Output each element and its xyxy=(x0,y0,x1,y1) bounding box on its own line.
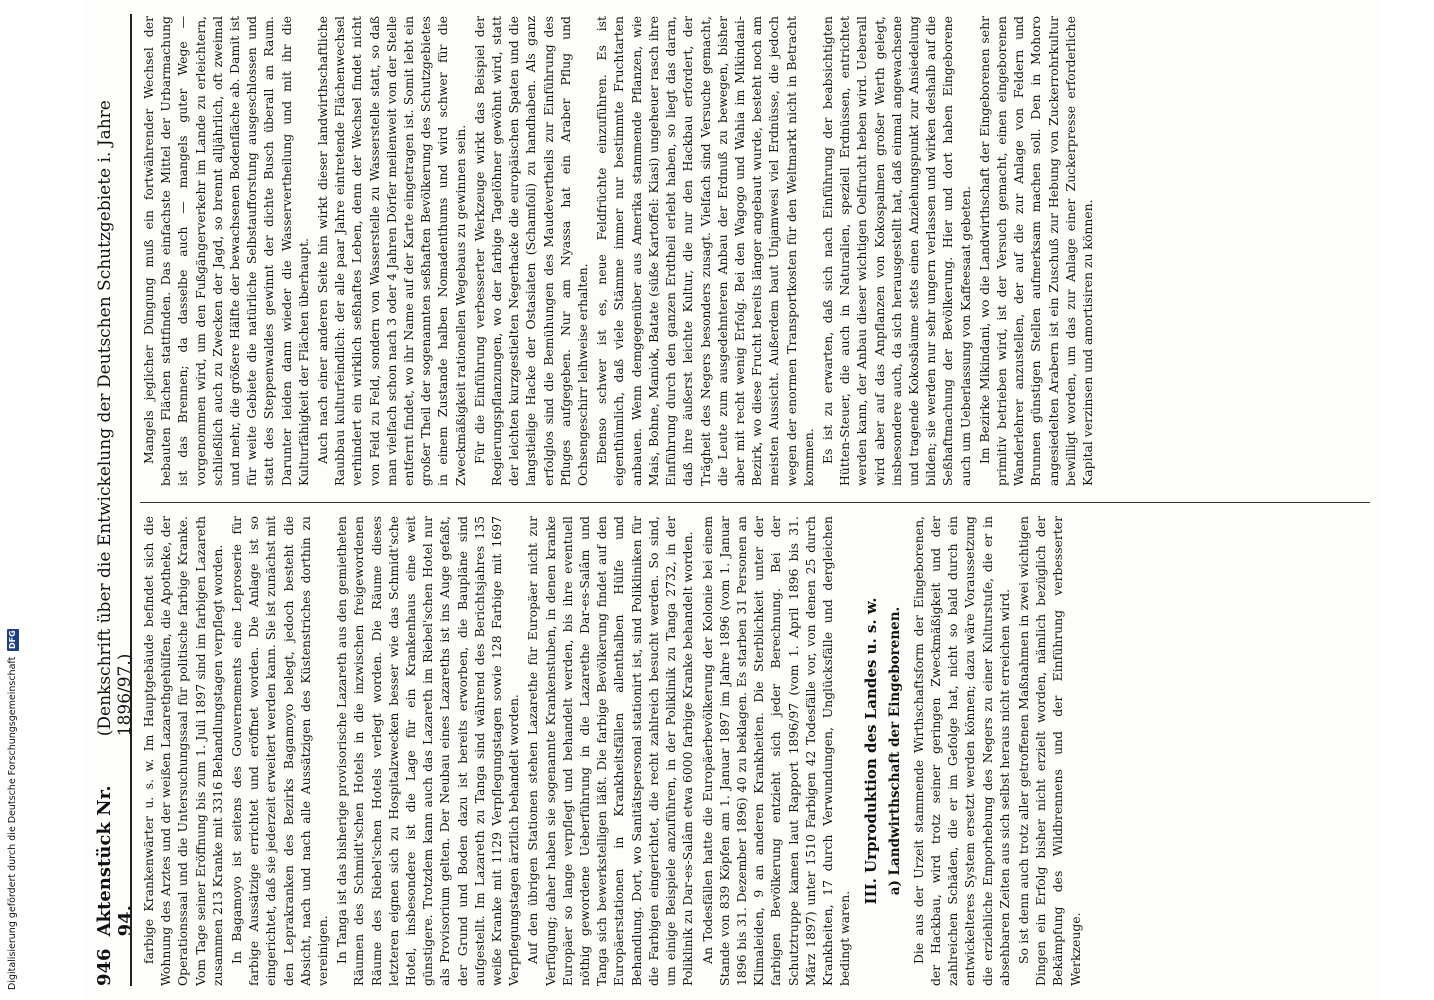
paragraph: Ebenso schwer ist es, neue Feldfrüchte einzuführen. Es ist eigenthümlich, daß viele Stämme immer nur bestimmte Fruchtarten anbauen. Wenn demgegenüber aus Amerika stammende Pflanzen, wie Mais, Bohne, Maniok, Batate (süße Kartoffel: Kiasi) ungeheuer rasch ihre Einführung durch den ganzen Erdtheil erlebt haben, so liegt das daran, daß ihre äußerst leichte Kultur, die nur den Hackbau erfordert, der Trägheit des Negers besonders zusagt. Vielfach sind Versuche gemacht, die Leute zum ausgedehnteren Anbau der Erdnuß zu bewegen, bisher aber mit recht wenig Erfolg. Bei den Wagogo und Wahia im Mikindani-Bezirk, wo diese Frucht bereits länger angebaut wurde, besteht noch am meisten Aussicht. Außerdem baut Unjamwesi viel Erdnüsse, die jedoch wegen der enormen Transportkosten für den Weltmarkt nicht in Betracht kommen. xyxy=(594,16,816,486)
document-page xyxy=(82,0,1382,1000)
paragraph: In Tanga ist das bisherige provisorische Lazareth aus den gemietheten Räumen des Schmidt'schen Hotels in die inzwischen freigewordenen Räume des Riebel'schen Hotels verlegt worden. Die Räume dieses letzteren eignen sich zu Hospitalzwecken besser wie das Schmidt'sche Hotel, insbesondere ist die Lage für ein Krankenhaus eine weit günstigere. Trotzdem kann auch das Lazareth im Riebel'schen Hotel nur als Provisorium gelten. Der Neubau eines Lazareths ist ins Auge gefaßt, der Grund und Boden dazu ist bereits erworben, die Baupläne sind aufgestellt. Im Lazareth zu Tanga sind während des Berichtsjahres 135 weiße Kranke mit 1129 Verpflegungstagen sowie 128 Farbige mit 1697 Verpflegungstagen ärztlich behandelt worden. xyxy=(334,516,522,986)
paragraph: Auf den übrigen Stationen stehen Lazarethe für Europäer nicht zur Verfügung; daher haben sie sogenannte Krankenstuben, in denen kranke Europäer so lange verpflegt und behandelt werden, bis ihre eventuell nöthig gewordene Ueberführung in die Lazarethe Dar-es-Salâm und Tanga sich bewerkstelligen läßt. Die farbige Bevölkerung findet auf den Europäerstationen in Krankheitsfällen allenthalben Hülfe und Behandlung. Dort, wo Sanitätspersonal stationirt ist, sind Polikliniken für die Farbigen eingerichtet, die recht zahlreich besucht werden. So sind, um einige Beispiele anzuführen, in der Poliklinik zu Tanga 2732, in der Poliklinik zu Dar-es-Salâm etwa 6000 farbige Kranke behandelt worden. xyxy=(525,516,696,986)
paragraph: Im Bezirke Mikindani, wo die Landwirthschaft der Eingeborenen sehr primitiv betrieben wird, ist der Versuch gemacht, einen eingeborenen Wanderlehrer anzustellen, der auf die zur Anlage von Feldern und Brunnen günstigen Stellen aufmerksam machen soll. Den in Mohoro angesiedelten Arabern ist ein Zuschuß zur Hebung von Zuckerrohrkultur bewilligt worden, um das zur Anlage einer Zuckerpresse erforderliche Kapital verzinsen und amortisiren zu können. xyxy=(976,16,1095,486)
paragraph: Mangels jeglicher Düngung muß ein fortwährender Wechsel der bebauten Flächen stattfinden. Das einfachste Mittel der Urbarmachung ist das Brennen; da dasselbe auch — mangels guter Wege — vorgenommen wird, um den Fußgängerverkehr im Lande zu erleichtern, schließlich auch zu Zwecken der Jagd, so brennt alljährlich, oft zweimal und mehr, die größere Hälfte der bewachsenen Bodenfläche ab. Damit ist für weite Gebiete die natürliche Selbstaufforstung ausgeschlossen und statt des Steppenwaldes gewinnt der dichte Busch überall an Raum. Darunter leiden dann wieder die Wasservertheilung und mit ihr die Kulturfähigkeit der Flächen überhaupt. xyxy=(141,16,311,486)
dfg-logo-icon: DFG xyxy=(8,630,17,650)
paragraph: farbige Krankenwärter u. s. w. Im Hauptgebäude befindet sich die Wohnung des Arztes und der weißen Lazarethgehülfen, die Apotheke, der Operationssaal und die Untersuchungssaal für politische farbige Kranke. Vom Tage seiner Eröffnung bis zum 1. Juli 1897 sind im farbigen Lazareth zusammen 213 Kranke mit 3316 Behandlungstagen verpflegt worden. xyxy=(141,516,225,986)
paragraph: Es ist zu erwarten, daß sich nach Einführung der beabsichtigten Hütten-Steuer, die auch in Naturalien, speziell Erdnüssen, entrichtet werden kann, der Anbau dieser wichtigen Oelfrucht heben wird. Ueberall wird aber auf das Anpflanzen von Kokospalmen großer Werth gelegt, insbesondere auch, da sich herausgestellt hat, daß einmal angewachsene und tragende Kokosbäume stets einen Anziehungspunkt zur Ansiedelung bilden; sie werden nur sehr ungern verlassen und wirken deshalb auf die Seßhaftmachung der Bevölkerung. Hier und dort haben Eingeborene auch um Ueberlassung von Kaffeesaat gebeten. xyxy=(819,16,973,486)
document-subtitle: (Denkschrift über die Entwickelung der Deutschen Schutzgebiete i. Jahre 1896/97.) xyxy=(95,100,135,737)
column-divider xyxy=(140,502,1370,503)
section-heading: III. Urproduktion des Landes u. s. w. xyxy=(862,597,881,905)
paragraph: Auch nach einer anderen Seite hin wirkt dieser landwirthschaftliche Raubbau kulturfeindlich: der alle paar Jahre eintretende Flächenwechsel verhindert ein wirklich seßhaftes Leben, denn der Wechsel findet nicht von Feld zu Feld, sondern von Wasserstelle zu Wasserstelle statt, so daß man vielfach schon nach 3 oder 4 Jahren Dörfer meilenweit von der Stelle entfernt findet, wo ihr Name auf der Karte eingetragen ist. Somit lebt ein großer Theil der sogenannten seßhaften Bevölkerung des Schutzgebietes in einem Zustande halben Nomadenthums und wird schwer für die Zweckmäßigkeit rationellen Wegebaus zu gewinnen sein. xyxy=(315,16,468,486)
paragraph: In Bagamoyo ist seitens des Gouvernements eine Leproserie für farbige Aussätzige errichtet und eröffnet worden. Die Anlage ist so eingerichtet, daß sie jederzeit erweitert werden kann. Sie ist zunächst mit den Leprakranken des Bezirks Bagamoyo belegt, jedoch besteht die Absicht, nach und nach alle Aussätzigen des Küstenstriches dorthin zu vereinigen. xyxy=(229,516,331,986)
page-header xyxy=(94,14,136,986)
paragraph: Die aus der Urzeit stammende Wirthschaftsform der Eingeborenen, der Hackbau, wird trotz seiner geringen Zweckmäßigkeit und der zahlreichen Schäden, die er im Gefolge hat, nicht so bald durch ein entwickelteres System ersetzt werden können; dazu wäre Voraussetzung die erziehliche Emporhebung des Negers zu einer Kulturstufe, die er in absehbaren Zeiten aus sich selbst heraus nicht erreichen wird. xyxy=(910,516,1012,986)
paragraph: An Todesfällen hatte die Europäerbevölkerung der Kolonie bei einem Stande von 839 Köpfen am 1. Januar 1897 im Jahre 1896 (vom 1. Januar 1896 bis 31. Dezember 1896) 40 zu beklagen. Es starben 31 Personen an Klimaleiden, 9 an anderen Krankheiten. Die Sterblichkeit unter der farbigen Bevölkerung entzieht sich jeder Berechnung. Bei der Schutztruppe kamen laut Rapport 1896/97 (vom 1. April 1896 bis 31. März 1897) unter 1510 Farbigen 42 Todesfälle vor, von denen 25 durch Krankheiten, 17 durch Verwundungen, Unglücksfälle und dergleichen bedingt waren. xyxy=(699,516,853,986)
right-column xyxy=(140,16,1370,486)
paragraph: So ist denn auch trotz aller getroffenen Maßnahmen in zwei wichtigen Dingen ein Erfolg bisher nicht erzielt worden, nämlich bezüglich der Bekämpfung des Wildbrennens und der Einführung verbesserter Werkzeuge. xyxy=(1015,516,1083,986)
left-column xyxy=(140,516,1370,986)
sub-heading: a) Landwirthschaft der Eingeborenen. xyxy=(886,606,903,896)
paragraph: Für die Einführung verbesserter Werkzeuge wirkt das Beispiel der Regierungspflanzungen, wo der farbige Tagelöhner gewöhnt wird, statt der leichten kurzgestielten Negerhacke die europäischen Spaten und die langstielige Hacke der Ostasiaten (Schamfoli) zu handhaben. Als ganz erfolglos sind die Bemühungen des Maudevertheils zur Einführung des Pfluges aufgegeben. Nur am Nyassa hat ein Araber Pflug und Ochsengeschirr leihweise erhalten. xyxy=(471,16,591,486)
page-number: 946 xyxy=(94,948,115,986)
credit-text: Digitalisierung gefördert durch die Deutsche Forschungsgemeinschaft xyxy=(7,656,18,990)
header-rule xyxy=(130,14,132,986)
document-title: Aktenstück Nr. 94. xyxy=(94,785,136,937)
digitization-credit xyxy=(6,10,20,990)
